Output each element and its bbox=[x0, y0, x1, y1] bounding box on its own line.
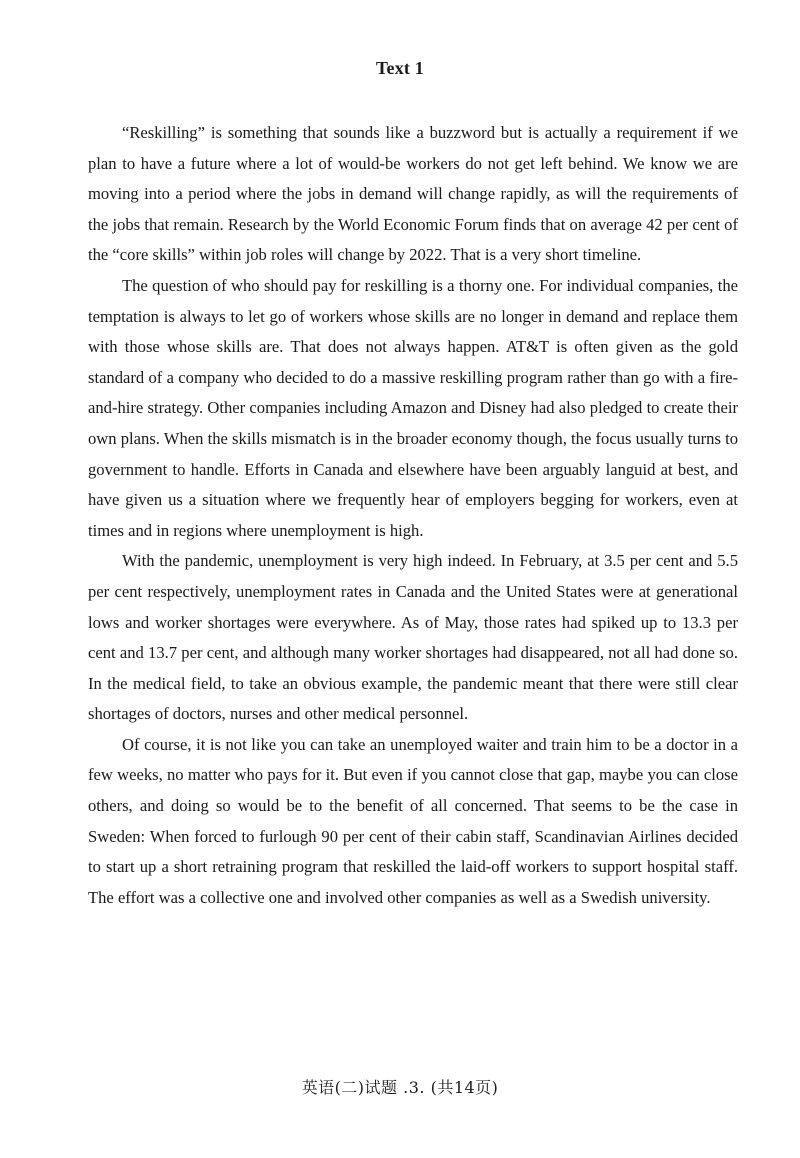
paragraph-2: The question of who should pay for reskilling is a thorny one. For individual companies, the temptation is always to let go of workers whose skills are no longer in demand and replace them with those whose skills are. That does not always happen. AT&T is often given as the gold standard of a company who decided to do a massive reskilling program rather than go with a fire-and-hire strategy. Other companies including Amazon and Disney had also pledged to create their own plans. When the skills mismatch is in the broader economy though, the focus usually turns to government to handle. Efforts in Canada and elsewhere have been arguably languid at best, and have given us a situation where we frequently hear of employers begging for workers, even at times and in regions where unemployment is high. bbox=[88, 275, 738, 540]
paragraph-3: With the pandemic, unemployment is very high indeed. In February, at 3.5 per cent and 5.5 per cent respectively, unemployment rates in Canada and the United States were at generational lows and worker shortages were everywhere. As of May, those rates had spiked up to 13.3 per cent and 13.7 per cent, and although many worker shortages had disappeared, not all had done so. In the medical field, to take an obvious example, the pandemic meant that there were still clear shortages of doctors, nurses and other medical personnel. bbox=[88, 551, 738, 724]
paragraph-4: Of course, it is not like you can take an unemployed waiter and train him to be a doctor in a few weeks, no matter who pays for it. But even if you cannot close that gap, maybe you can close others, and doing so would be to the benefit of all concerned. That seems to be the case in Sweden: When forced to furlough 90 per cent of their cabin staff, Scandinavian Airlines decided to start up a short retraining program that reskilled the laid-off workers to support hospital staff. The effort was a collective one and involved other companies as well as a Swedish university. bbox=[88, 734, 738, 907]
page-footer: 英语(二)试题 .3. (共14页) bbox=[301, 1078, 499, 1097]
paragraph-1: “Reskilling” is something that sounds like a buzzword but is actually a requirement if we plan to have a future where a lot of would-be workers do not get left behind. We know we are moving into a period where the jobs in demand will change rapidly, as will the requirements of the jobs that remain. Research by the World Economic Forum finds that on average 42 per cent of the “core skills” within job roles will change by 2022. That is a very short timeline. bbox=[88, 123, 738, 265]
text-title: Text 1 bbox=[375, 58, 425, 78]
passage-body bbox=[88, 118, 738, 913]
